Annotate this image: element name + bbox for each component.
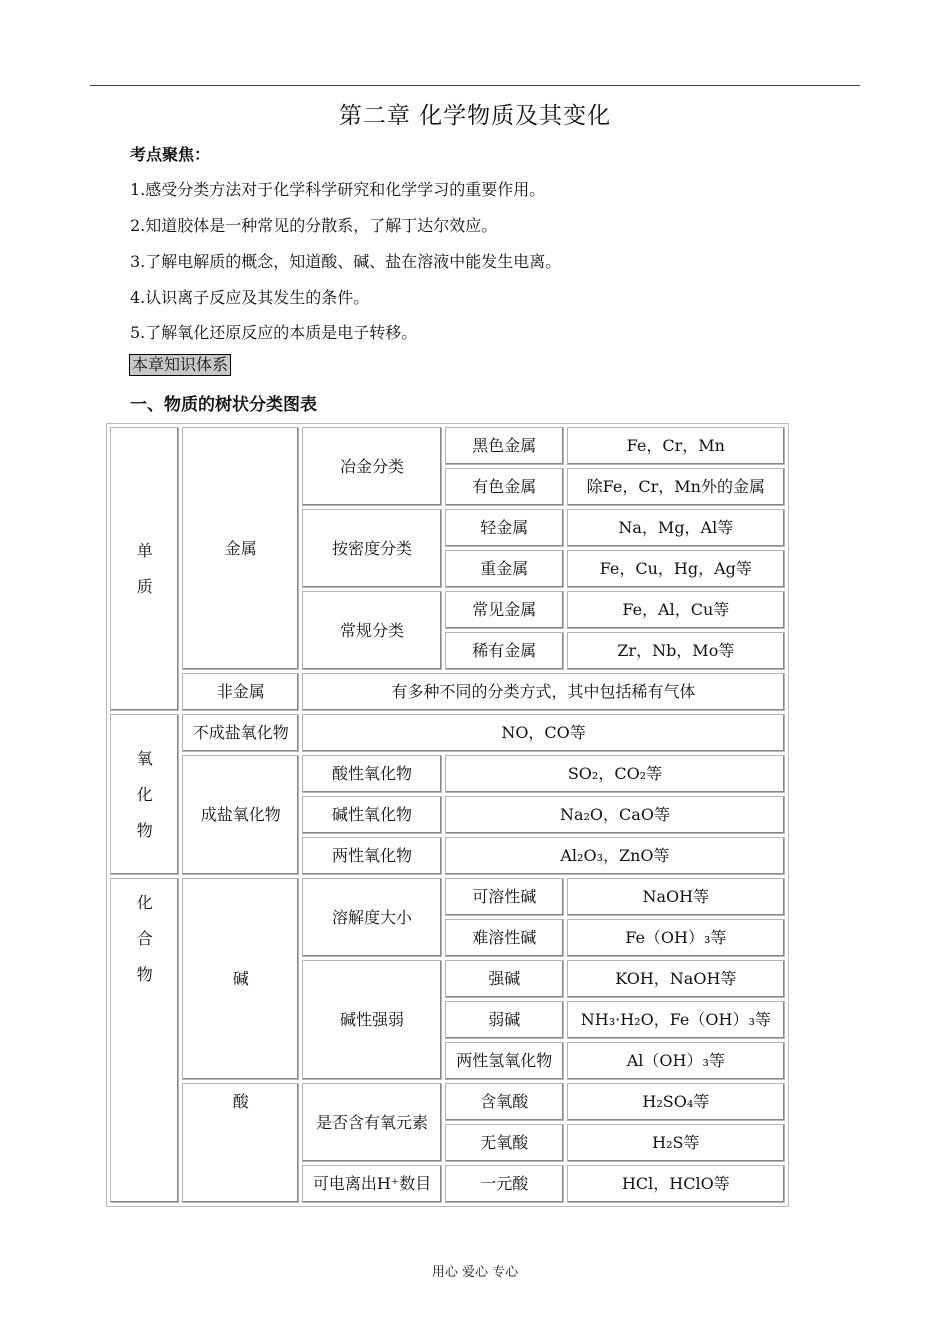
table-cell: 黑色金属 [445,427,564,465]
category-acid: 酸 [182,1083,299,1203]
page-footer: 用心 爱心 专心 [431,1265,519,1280]
table-row [110,755,785,793]
class-base-strength: 碱性强弱 [302,960,442,1080]
header-rule [90,85,860,86]
objective-item: 2.知道胶体是一种常见的分散系，了解丁达尔效应。 [130,216,498,235]
table-cell: 酸性氧化物 [302,755,442,793]
category-compound: 化合物 [110,878,179,1203]
table-cell: Zr，Nb，Mo等 [567,632,785,670]
chapter-title: 第二章 化学物质及其变化 [338,103,612,129]
objective-item: 4.认识离子反应及其发生的条件。 [130,288,370,307]
table-row [110,1083,785,1121]
table-cell: 强碱 [445,960,564,998]
category-oxide: 氧化物 [110,714,179,875]
table-cell: 两性氢氧化物 [445,1042,564,1080]
table-cell: 常见金属 [445,591,564,629]
table-cell: Fe，Al，Cu等 [567,591,785,629]
class-ionizable-h: 可电离出H⁺数目 [302,1165,442,1203]
knowledge-system-label: 本章知识体系 [129,354,231,376]
objective-item: 5.了解氧化还原反应的本质是电子转移。 [130,323,418,342]
table-cell: 两性氧化物 [302,837,442,875]
table-cell: 无氧酸 [445,1124,564,1162]
table-cell: H₂S等 [567,1124,785,1162]
category-elemental: 单质 [110,427,179,711]
category-base: 碱 [182,878,299,1080]
table-cell: 碱性氧化物 [302,796,442,834]
table-cell: Fe，Cu，Hg，Ag等 [567,550,785,588]
classification-table [106,423,789,1207]
table-cell: HCl，HClO等 [567,1165,785,1203]
table-cell: Al（OH）₃等 [567,1042,785,1080]
focus-heading: 考点聚焦： [130,145,211,164]
table-row [110,673,785,711]
table-cell: 可溶性碱 [445,878,564,916]
table-cell: 重金属 [445,550,564,588]
table-cell: 一元酸 [445,1165,564,1203]
table-cell: 有多种不同的分类方式，其中包括稀有气体 [302,673,785,711]
table-row [110,714,785,752]
table-cell: KOH，NaOH等 [567,960,785,998]
class-metallurgy: 冶金分类 [302,427,442,506]
table-cell: 除Fe，Cr，Mn外的金属 [567,468,785,506]
table-cell: NaOH等 [567,878,785,916]
objective-item: 1.感受分类方法对于化学科学研究和化学学习的重要作用。 [130,180,546,199]
table-cell: H₂SO₄等 [567,1083,785,1121]
section-heading: 一、物质的树状分类图表 [130,395,317,415]
table-cell: Na₂O，CaO等 [445,796,785,834]
table-cell: 不成盐氧化物 [182,714,299,752]
table-cell: Al₂O₃，ZnO等 [445,837,785,875]
table-cell: 稀有金属 [445,632,564,670]
objective-item: 3.了解电解质的概念，知道酸、碱、盐在溶液中能发生电离。 [130,252,562,271]
table-row [110,427,785,465]
category-metal: 金属 [182,427,299,670]
class-conventional: 常规分类 [302,591,442,670]
table-cell: Fe，Cr，Mn [567,427,785,465]
category-nonmetal: 非金属 [182,673,299,711]
class-solubility: 溶解度大小 [302,878,442,957]
table-row [110,878,785,916]
table-cell: Fe（OH）₃等 [567,919,785,957]
category-salt-oxide: 成盐氧化物 [182,755,299,875]
table-cell: 轻金属 [445,509,564,547]
class-oxygen-content: 是否含有氧元素 [302,1083,442,1162]
table-cell: 含氧酸 [445,1083,564,1121]
class-density: 按密度分类 [302,509,442,588]
table-cell: NH₃·H₂O，Fe（OH）₃等 [567,1001,785,1039]
table-cell: 弱碱 [445,1001,564,1039]
table-cell: NO，CO等 [302,714,785,752]
table-cell: 难溶性碱 [445,919,564,957]
table-cell: Na，Mg，Al等 [567,509,785,547]
table-cell: 有色金属 [445,468,564,506]
table-cell: SO₂，CO₂等 [445,755,785,793]
